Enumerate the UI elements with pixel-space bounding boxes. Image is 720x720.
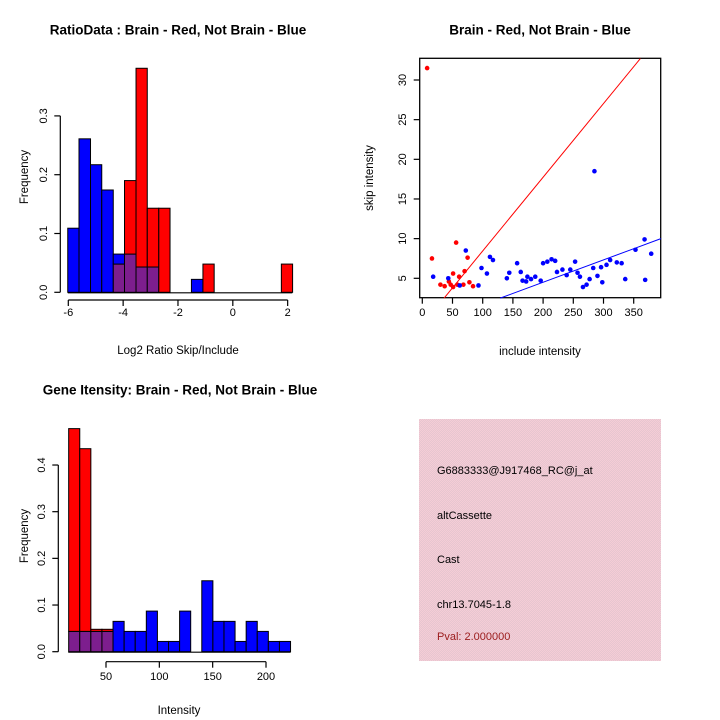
intensity_scatter-point-blue	[545, 259, 550, 264]
ratio_histogram-bar-blue	[102, 190, 114, 292]
gene_intensity_histogram-bar-blue	[235, 641, 246, 651]
intensity_scatter-x-tick-label: 0	[419, 307, 426, 319]
ratio_histogram-bar-red	[281, 264, 292, 292]
intensity_scatter-point-red	[451, 285, 456, 290]
intensity_scatter-point-blue	[485, 271, 490, 276]
intensity_scatter-point-blue	[584, 282, 589, 287]
gene_intensity_histogram-x-tick-label: 150	[203, 671, 222, 683]
intensity_scatter-point-blue	[476, 283, 481, 288]
gene_intensity_histogram-x-tick-label: 200	[256, 671, 276, 683]
intensity_scatter-point-blue	[614, 260, 619, 265]
gene_intensity_histogram-y-tick-label: 0.0	[36, 644, 48, 660]
intensity_scatter-y-tick-label: 30	[397, 73, 409, 87]
intensity_scatter-y-tick-label: 20	[397, 153, 409, 166]
intensity_scatter-y-tick-label: 5	[397, 275, 409, 282]
intensity_scatter-point-blue	[568, 267, 573, 272]
intensity_scatter-point-blue	[600, 280, 605, 285]
intensity_scatter-point-blue	[553, 259, 558, 264]
intensity_scatter-point-red	[454, 240, 459, 245]
gene_intensity_histogram-bar-blue	[213, 621, 224, 651]
gene_intensity_histogram-bar-blue	[224, 621, 235, 651]
gene_intensity_histogram-bar-red	[102, 629, 113, 631]
intensity_scatter-x-tick-label: 150	[503, 307, 523, 319]
scatter-xlabel: include intensity	[499, 346, 581, 358]
gene_intensity_histogram-bar-red	[69, 429, 80, 632]
ratio_histogram-bar-red	[125, 181, 137, 255]
intensity_scatter-point-blue	[538, 278, 543, 283]
ratio_histogram-bar-blue	[191, 279, 203, 292]
gene_intensity_histogram-bar-blue	[180, 611, 191, 652]
gene_intensity_histogram-bar-purple	[69, 631, 80, 651]
intensity_scatter-point-red	[465, 255, 470, 260]
ratio_histogram-y-tick-label: 0.0	[38, 284, 50, 300]
gene-info-box	[419, 419, 661, 661]
ratio_histogram-y-tick-label: 0.1	[38, 225, 50, 242]
ratio-hist-xlabel: Log2 Ratio Skip/Include	[117, 345, 239, 357]
ratio_histogram-bar-purple	[113, 264, 124, 292]
ratio_histogram-x-tick-label: -2	[173, 307, 183, 319]
gene_intensity_histogram-bar-blue	[113, 621, 124, 651]
intensity_scatter-point-blue	[578, 274, 583, 279]
ratio_histogram-bar-purple	[125, 254, 137, 292]
intensity_scatter-point-red	[442, 284, 447, 289]
intensity_scatter-point-blue	[491, 258, 496, 263]
ratio_histogram-bar-purple	[136, 267, 147, 292]
intensity_scatter-point-red	[462, 269, 467, 274]
intensity_scatter-fit-line-blue	[500, 239, 661, 298]
intensity_scatter-point-blue	[515, 261, 520, 266]
intensity_scatter-point-blue	[604, 263, 609, 268]
gene_intensity_histogram-x-tick-label: 100	[150, 671, 169, 683]
intensity_scatter-point-blue	[560, 267, 565, 272]
scatter-title: Brain - Red, Not Brain - Blue	[449, 22, 631, 38]
intensity_scatter-point-blue	[599, 265, 604, 270]
gene_intensity_histogram-x-tick-label: 50	[99, 671, 113, 683]
gene_intensity_histogram-bar-blue	[202, 581, 213, 652]
gene_intensity_histogram-bar-blue	[135, 631, 146, 651]
intensity_scatter-point-blue	[479, 266, 484, 271]
ratio_histogram-bar-red	[159, 208, 170, 292]
gene-symbol-text: Cast	[437, 554, 460, 566]
intensity_scatter-plot-box	[420, 58, 661, 297]
intensity_scatter-x-tick-label: 250	[564, 307, 583, 319]
intensity_scatter-x-tick-label: 200	[533, 307, 553, 319]
intensity_scatter-x-tick-label: 50	[446, 307, 459, 319]
intensity_scatter-y-tick-label: 25	[397, 113, 409, 126]
gene_intensity_histogram-bar-blue	[146, 611, 157, 652]
ratio_histogram-y-tick-label: 0.3	[38, 108, 50, 124]
intensity_scatter-point-blue	[608, 258, 613, 263]
ratio_histogram-y-tick-label: 0.2	[38, 167, 50, 183]
intensity_scatter-point-blue	[431, 274, 436, 279]
intensity_scatter-point-red	[438, 282, 443, 287]
location-text: chr13.7045-1.8	[437, 599, 511, 611]
intensity_scatter-point-blue	[533, 274, 538, 279]
intensity_scatter-point-red	[457, 274, 462, 279]
intensity_scatter-point-blue	[619, 261, 624, 266]
ratio_histogram-bar-blue	[68, 228, 79, 292]
ratio_histogram-x-tick-label: 2	[284, 307, 291, 319]
intensity_scatter-point-blue	[573, 259, 578, 264]
ratio_histogram-bar-blue	[113, 254, 124, 264]
intensity_scatter-point-blue	[457, 283, 462, 288]
gene_intensity_histogram-bar-purple	[91, 631, 102, 651]
gene-hist-ylabel: Frequency	[19, 508, 31, 564]
intensity_scatter-point-red	[471, 284, 476, 289]
intensity_scatter-point-blue	[623, 277, 628, 282]
gene_intensity_histogram-bar-red	[91, 629, 102, 631]
gene_intensity_histogram-y-tick-label: 0.2	[36, 550, 48, 567]
ratio_histogram-bar-blue	[79, 139, 91, 292]
probe-id-text: G6883333@J917468_RC@j_at	[437, 465, 593, 477]
intensity_scatter-point-blue	[518, 270, 523, 275]
ratio_histogram-x-tick-label: -6	[63, 307, 74, 319]
intensity_scatter-point-red	[425, 66, 430, 71]
ratio_histogram-x-tick-label: -4	[118, 307, 129, 319]
gene_intensity_histogram-bar-red	[80, 449, 91, 632]
splice-type-text: altCassette	[437, 510, 493, 522]
intensity_scatter-point-blue	[587, 277, 592, 282]
ratio_histogram-bar-purple	[147, 267, 159, 292]
intensity_scatter-point-blue	[463, 248, 468, 253]
scatter-ylabel: skip intensity	[364, 145, 376, 211]
intensity_scatter-point-blue	[564, 273, 569, 278]
ratio-hist-title: RatioData : Brain - Red, Not Brain - Blue	[49, 22, 307, 38]
intensity_scatter-point-blue	[524, 279, 529, 284]
intensity_scatter-y-tick-label: 10	[397, 232, 409, 245]
ratio-hist-ylabel: Frequency	[19, 149, 31, 205]
intensity_scatter-x-tick-label: 300	[594, 307, 613, 319]
gene-hist-xlabel: Intensity	[157, 705, 201, 717]
gene_intensity_histogram-bar-blue	[124, 631, 135, 651]
intensity_scatter-y-tick-label: 15	[397, 192, 409, 206]
ratio_histogram-bar-blue	[91, 165, 102, 293]
ratio_histogram-bar-red	[147, 208, 159, 267]
intensity_scatter-x-tick-label: 100	[473, 307, 492, 319]
pval-text: Pval: 2.000000	[437, 631, 511, 643]
gene-hist-title: Gene Itensity: Brain - Red, Not Brain - Blue	[42, 382, 318, 398]
intensity_scatter-point-blue	[575, 270, 580, 275]
gene_intensity_histogram-bar-blue	[246, 621, 257, 651]
intensity_scatter-point-blue	[446, 276, 451, 281]
gene_intensity_histogram-y-tick-label: 0.4	[36, 457, 48, 473]
gene_intensity_histogram-bar-blue	[257, 631, 268, 651]
ratio_histogram-x-tick-label: 0	[229, 307, 236, 319]
intensity_scatter-point-blue	[633, 247, 638, 252]
ratio_histogram-bar-red	[203, 264, 214, 292]
intensity_scatter-point-blue	[529, 277, 534, 282]
intensity_scatter-point-blue	[642, 237, 647, 242]
gene_intensity_histogram-bar-blue	[169, 641, 180, 651]
intensity_scatter-point-red	[467, 280, 472, 285]
gene_intensity_histogram-bar-blue	[268, 641, 279, 651]
gene_intensity_histogram-y-tick-label: 0.3	[36, 504, 48, 520]
intensity_scatter-point-red	[430, 256, 435, 261]
intensity_scatter-point-blue	[507, 270, 512, 275]
intensity_scatter-point-blue	[505, 276, 510, 281]
gene_intensity_histogram-bar-purple	[80, 631, 91, 651]
intensity_scatter-x-tick-label: 350	[624, 307, 643, 319]
intensity_scatter-point-blue	[595, 274, 600, 279]
intensity_scatter-point-blue	[555, 270, 560, 275]
intensity_scatter-point-blue	[541, 261, 546, 266]
gene_intensity_histogram-y-tick-label: 0.1	[36, 597, 48, 613]
ratio_histogram-bar-red	[136, 68, 147, 267]
gene_intensity_histogram-bar-purple	[102, 631, 113, 651]
intensity_scatter-point-red	[451, 271, 456, 276]
intensity_scatter-point-blue	[649, 251, 654, 256]
intensity_scatter-point-blue	[643, 278, 648, 283]
intensity_scatter-point-blue	[591, 266, 596, 271]
gene_intensity_histogram-bar-blue	[279, 641, 290, 651]
gene_intensity_histogram-bar-blue	[157, 641, 168, 651]
intensity_scatter-point-blue	[592, 169, 597, 174]
